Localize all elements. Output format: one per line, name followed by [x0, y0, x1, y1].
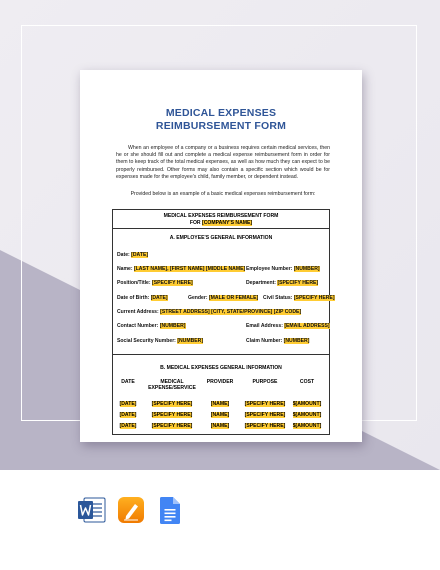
contact-row	[117, 323, 186, 329]
position-value: [SPECIFY HERE]	[152, 280, 193, 286]
position-label: Position/Title:	[117, 280, 151, 286]
section-a-title: A. EMPLOYEE'S GENERAL INFORMATION	[169, 235, 273, 241]
row1-purpose: [SPECIFY HERE]	[244, 401, 286, 407]
company-name: [COMPANY'S NAME]	[202, 219, 253, 226]
employee-number-value: [NUMBER]	[293, 266, 320, 272]
department-label: Department:	[246, 280, 277, 286]
gender-row	[188, 295, 258, 301]
date-value: [DATE]	[131, 252, 149, 258]
col-date: DATE	[121, 379, 135, 385]
col-purpose: PURPOSE	[252, 379, 278, 385]
background-bottom	[0, 470, 440, 570]
row2-purpose: [SPECIFY HERE]	[244, 412, 286, 418]
address-value: [STREET ADDRESS] [CITY, STATE/PROVINCE] [ZIP CODE]	[160, 309, 302, 315]
intro-note: Provided below is an example of a basic medical expenses reimbursement form:	[130, 191, 316, 197]
row1-provider: [NAME]	[210, 401, 230, 407]
col-provider: PROVIDER	[206, 379, 234, 385]
form-header-for: FOR	[189, 219, 201, 226]
gender-label: Gender:	[188, 295, 208, 301]
civil-status-row	[263, 295, 335, 301]
date-row	[117, 252, 148, 258]
civil-status-label: Civil Status:	[263, 295, 293, 301]
form-header	[113, 210, 329, 229]
section-divider	[113, 354, 329, 355]
civil-status-value: [SPECIFY HERE]	[293, 295, 335, 301]
ssn-value: [NUMBER]	[177, 338, 204, 344]
dob-value: [DATE]	[150, 295, 168, 301]
contact-label: Contact Number:	[117, 323, 159, 329]
name-value: [LAST NAME], [FIRST NAME] [MIDDLE NAME]	[134, 266, 246, 272]
row3-date: [DATE]	[119, 423, 137, 429]
document-title-line1: MEDICAL EXPENSES	[165, 107, 277, 119]
intro-paragraph: When an employee of a company or a business requires certain medical services, then he or she should fill out and complete a medical expense reimbursement form in order for them to keep track of the total medical expenses, as well as how much they can expect to be properly reimbursed. Other forms may also contain a specific section which would be for expenses made for the employee's child, family member, or dependent instead.	[116, 145, 330, 180]
row3-provider: [NAME]	[210, 423, 230, 429]
dob-label: Date of Birth:	[117, 295, 150, 301]
document-title-line2: REIMBURSEMENT FORM	[155, 120, 287, 132]
word-icon[interactable]	[78, 497, 106, 528]
claim-label: Claim Number:	[246, 338, 283, 344]
row2-cost: $[AMOUNT]	[292, 412, 322, 418]
row1-date: [DATE]	[119, 401, 137, 407]
row2-provider: [NAME]	[210, 412, 230, 418]
claim-value: [NUMBER]	[283, 338, 310, 344]
row2-expense: [SPECIFY HERE]	[151, 412, 193, 418]
employee-number-row	[246, 266, 320, 272]
gender-value: [MALE OR FEMALE]	[208, 295, 259, 301]
department-row	[246, 280, 318, 286]
col-expense: MEDICAL EXPENSE/SERVICE	[148, 379, 196, 392]
employee-number-label: Employee Number:	[246, 266, 293, 272]
address-row	[117, 309, 301, 315]
row1-cost: $[AMOUNT]	[292, 401, 322, 407]
form-header-title: MEDICAL EXPENSES REIMBURSEMENT FORM	[163, 213, 279, 219]
address-label: Current Address:	[117, 309, 159, 315]
form-table	[112, 209, 335, 435]
form-header-company-line	[113, 220, 329, 227]
claim-row	[246, 338, 309, 344]
name-label: Name:	[117, 266, 133, 272]
col-cost: COST	[299, 379, 315, 385]
ssn-row	[117, 338, 203, 344]
date-label: Date:	[117, 252, 130, 258]
email-row	[246, 323, 330, 329]
row1-expense: [SPECIFY HERE]	[151, 401, 193, 407]
google-docs-icon[interactable]	[160, 497, 180, 529]
email-label: Email Address:	[246, 323, 283, 329]
email-value: [EMAIL ADDRESS]	[284, 323, 330, 329]
pages-icon[interactable]	[118, 497, 144, 528]
row2-date: [DATE]	[119, 412, 137, 418]
department-value: [SPECIFY HERE]	[277, 280, 319, 286]
contact-value: [NUMBER]	[159, 323, 186, 329]
row3-cost: $[AMOUNT]	[292, 423, 322, 429]
ssn-label: Social Security Number:	[117, 338, 176, 344]
section-b-title: B. MEDICAL EXPENSES GENERAL INFORMATION	[160, 365, 282, 371]
row3-purpose: [SPECIFY HERE]	[244, 423, 286, 429]
name-row	[117, 266, 245, 272]
row3-expense: [SPECIFY HERE]	[151, 423, 193, 429]
document-page	[80, 70, 362, 442]
dob-row	[117, 295, 168, 301]
position-row	[117, 280, 193, 286]
